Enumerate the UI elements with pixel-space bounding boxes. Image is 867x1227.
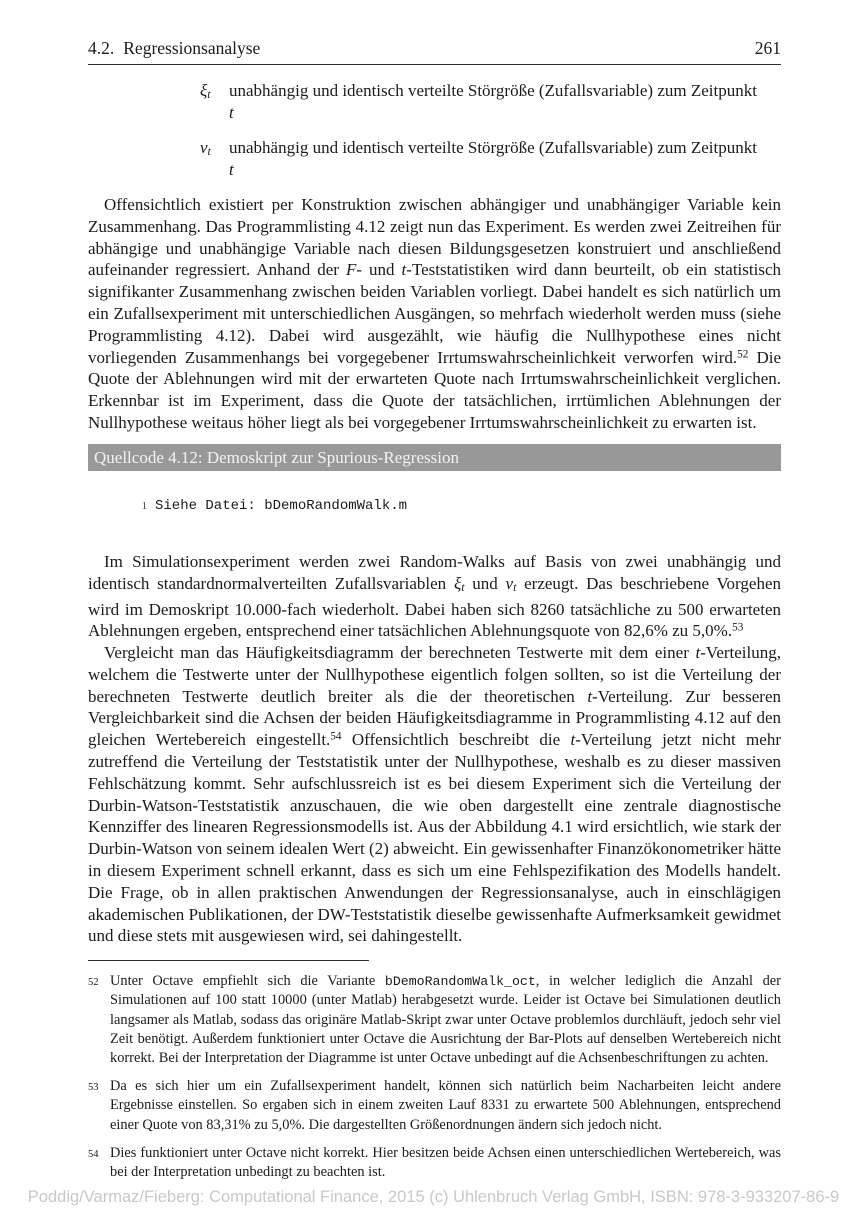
running-header [88,38,781,65]
footnote-text: Da es sich hier um ein Zufallsexperiment handelt, können sich natürlich beim Nacharbeiten leicht andere Ergebnisse einstellen. So ergaben sich in einem zweiten Lauf 8331 zu erwartete 500 Ablehnungen, entsprechend einer Quote von 83,31% zu 5,0%. Die dargestellten Größenordnungen ändern sich jedoch nicht. [110,1078,781,1133]
footnote-54 [88,1144,781,1182]
definition-tail: t [229,103,234,122]
definition-tail: t [229,160,234,179]
page-number: 261 [754,38,781,58]
footnote-52 [88,972,781,1068]
listing-title-bar [88,444,781,471]
code-line-number: 1 [141,500,147,512]
xi-symbol: ξt [200,81,211,102]
paragraph-3: Vergleicht man das Häufigkeitsdiagramm der berechneten Testwerte mit dem einer t-Verteilung, welchem die Testwerte unter der Nullhypothese eigentlich folgen sollten, so ist die Verteilung der berechneten Testwerte deutlich breiter als die der theoretischen t-Verteilung. Zur besseren Vergleichbarkeit sind die Achsen der beiden Häufigkeitsdiagramme in Programmlisting 4.12 auf den gleichen Wertebereich eingestellt.$^{54}$ Offensichtlich beschreibt die t-Verteilung jetzt nicht mehr zutreffend die Verteilung der Teststatistik unter der Nullhypothese, weshalb es zu dieser massiven Fehlschätzung kommt. Sehr aufschlussreich ist es bei diesem Experiment sich die Verteilung der Durbin-Watson-Teststatistik anzuschauen, die wie oben dargestellt eine zentrale diagnostische Kennziffer des linearen Regressionsmodells ist. Aus der Abbildung 4.1 wird ersichtlich, wie stark der Durbin-Watson von seinem idealen Wert (2) abweicht. Ein gewissenhafter Finanzökonometriker hätte in diesem Experiment schnell erkannt, dass es sich um eine Fehlspezifikation des Modells handelt. Die Frage, ob in allen praktischen Anwendungen der Regressionsanalyse, auch in einschlägigen akademischen Publikationen, der DW-Teststatistik dieselbe gewissenhafte Aufmerksamkeit gewidmet und diese stets mit ausgewiesen wird, sei dahingestellt. [88,643,781,946]
section-number: 4.2. [88,38,115,58]
footnote-number: 52 [88,977,99,989]
section-title: Regressionsanalyse [123,38,261,58]
nu-symbol: νt [200,138,211,159]
section-heading [88,38,260,59]
paragraph-2: Im Simulationsexperiment werden zwei Random-Walks auf Basis von zwei unabhängig und identisch standardnormalverteilten Zufallsvariablen ξt und νt erzeugt. Das beschriebene Vorgehen wird im Demoskript 10.000-fach wiederholt. Dabei haben sich 8260 tatsächliche zu 500 erwarteten Ablehnungen ergeben, entsprechend einer tatsächlichen Ablehnungsquote von 82,6% zu 5,0%.$^{53}$ [88,551,781,641]
definition-list [200,80,781,181]
page-footer [0,1188,867,1207]
footnote-53 [88,1077,781,1135]
paragraph-1: Offensichtlich existiert per Konstruktion zwischen abhängiger und unabhängiger Variable kein Zusammenhang. Das Programmlisting 4.12 zeigt nun das Experiment. Es werden zwei Zeitreihen für abhängige und unabhängige Variable nach diesen Bildungsgesetzen konstruiert und anschließend aufeinander regressiert. Anhand der F- und t-Teststatistiken wird dann beurteilt, ob ein statistisch signifikanter Zusammenhang zwischen beiden Variablen vorliegt. Dabei handelt es sich natürlich um ein Zufallsexperiment mit unterschiedlichen Ausgängen, so mehrfach wiederholt werden muss (siehe Programmlisting 4.12). Dabei wird ausgezählt, wie häufig die Nullhypothese eines nicht vorliegenden Zusammenhangs bei vorgegebener Irrtumswahrscheinlichkeit verworfen wird.$^{52}$ Die Quote der Ablehnungen wird mit der erwarteten Quote nach Irrtumswahrscheinlichkeit verglichen. Erkennbar ist im Experiment, dass die Quote der tatsächlichen, irrtümlichen Ablehnungen der Nullhypothese weitaus höher liegt als bei vorgegebener Irrtumswahrscheinlichkeit zu erwarten ist. [88,195,781,432]
listing-box [88,444,781,538]
definition-text: unabhängig und identisch verteilte Störgröße (Zufallsvariable) zum Zeitpunkt t [229,80,781,124]
definition-text: unabhängig und identisch verteilte Störgröße (Zufallsvariable) zum Zeitpunkt t [229,137,781,181]
code-text: Siehe Datei: bDemoRandomWalk.m [155,497,408,514]
footnote-text: Dies funktioniert unter Octave nicht korrekt. Hier besitzen beide Achsen einen unterschiedlichen Wertebereich, was bei der Interpretation unbedingt zu beachten ist. [110,1144,781,1181]
footnotes-section [88,960,781,1182]
code-area [88,471,781,538]
text-column [88,38,781,1191]
footnote-number: 54 [88,1148,99,1160]
footnote-number: 53 [88,1082,99,1094]
definition-item-nu [200,137,781,181]
footer-text: Poddig/Varmaz/Fieberg: Computational Finance, 2015 (c) Uhlenbruch Verlag GmbH, ISBN: 978-3-933207-86-9 [27,1188,840,1206]
listing-title: Quellcode 4.12: Demoskript zur Spurious-Regression [94,447,459,467]
footnote-text: Unter Octave empfiehlt sich die Variante bDemoRandomWalk_oct, in welcher lediglich die Anzahl der Simulationen auf 100 statt 10000 (unter Matlab) herabgesetzt wurde. Leider ist Octave bei Simulationen deutlich langsamer als Matlab, sodass das originäre Matlab-Skript zwar unter Octave problemlos durchläuft, jedoch sehr viel Zeit benötigt. Außerdem funktioniert unter Octave die Ausrichtung der Bar-Plots auf denselben Wertebereich nicht korrekt. Bei der Interpretation der Diagramme ist unter Octave unbedingt auf die Achsenbeschriftungen zu achten. [110,973,781,1067]
footnote-list [88,961,781,1182]
definition-item-xi [200,80,781,124]
code-line [100,480,781,532]
